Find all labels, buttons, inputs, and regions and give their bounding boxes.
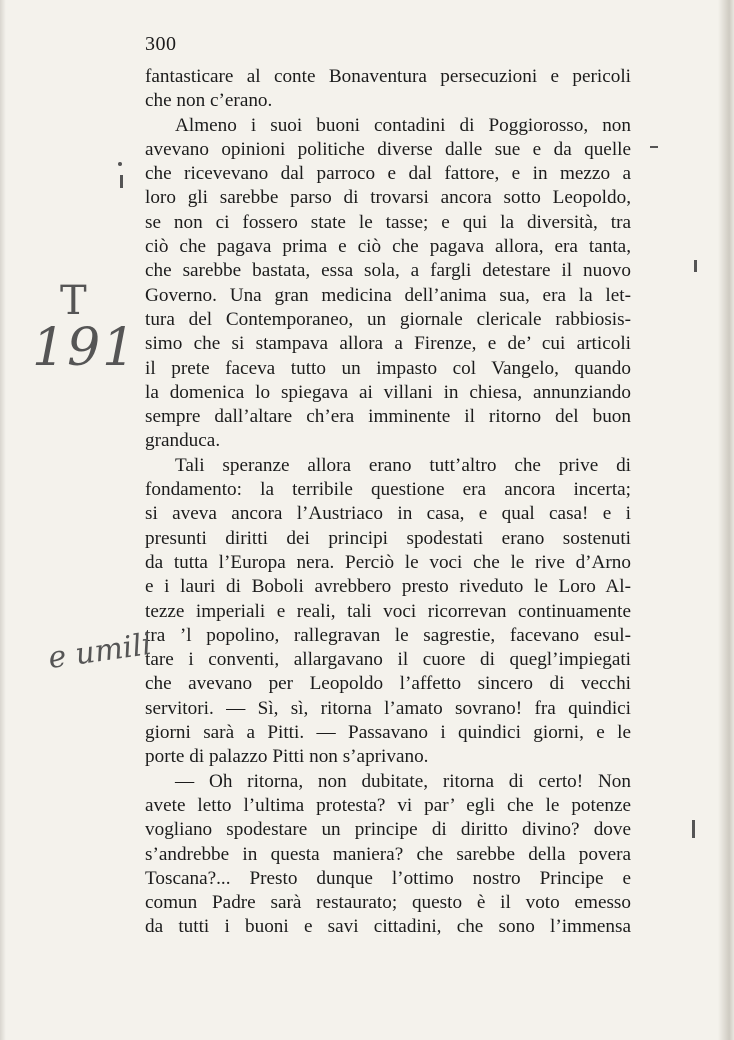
text-line: giorni sarà a Pitti. — Passavano i quindici giorni, e le — [145, 722, 631, 744]
text-line: avete letto l’ultima protesta? vi par’ egli che le potenze — [145, 794, 631, 816]
margin-note-handwriting: e umili — [46, 626, 154, 677]
text-line: Tali speranze allora erano tutt’altro che prive di — [175, 454, 631, 476]
text-line: che avevano per Leopoldo l’affetto sincero di vecchi — [145, 673, 631, 695]
text-line: che ricevevano dal parroco e dal fattore, e in mezzo a — [145, 163, 631, 185]
margin-note-number: 191 — [32, 318, 138, 378]
text-line: ciò che pagava prima e ciò che pagava allora, era tanta, — [145, 236, 631, 258]
text-line: da tutta l’Europa nera. Perciò le voci che le rive d’Arno — [145, 551, 631, 573]
text-line: tura del Contemporaneo, un giornale clericale rabbiosis- — [145, 308, 631, 330]
right-margin-mark — [694, 260, 697, 272]
text-block — [145, 65, 631, 940]
text-line: da tutti i buoni e savi cittadini, che sono l’immensa — [145, 916, 631, 938]
page-edge-right — [718, 0, 734, 1040]
text-line: porte di palazzo Pitti non s’aprivano. — [145, 746, 429, 768]
margin-dash-mark — [650, 146, 658, 148]
text-line: la domenica lo spiegava ai villani in chiesa, annunziando — [145, 381, 631, 403]
margin-tick-mark — [120, 175, 123, 188]
text-line: granduca. — [145, 430, 221, 452]
text-line: sempre dall’altare ch’era imminente il ritorno del buon — [145, 406, 631, 428]
text-line: s’andrebbe in questa maniera? che sarebbe della povera — [145, 843, 631, 865]
text-line: tra ’l popolino, rallegravan le sagrestie, facevano esul- — [145, 624, 631, 646]
text-line: comun Padre sarà restaurato; questo è il voto emesso — [145, 892, 631, 914]
right-margin-mark — [692, 820, 695, 838]
text-line: presunti diritti dei principi spodestati erano sostenuti — [145, 527, 631, 549]
text-line: loro gli sarebbe parso di trovarsi ancora sotto Leopoldo, — [145, 187, 631, 209]
text-line: tezze imperiali e reali, tali voci ricorrevan continuamente — [145, 600, 631, 622]
page-edge-left — [0, 0, 6, 1040]
text-line: — Oh ritorna, non dubitate, ritorna di certo! Non — [175, 770, 631, 792]
text-line: Governo. Una gran medicina dell’anima sua, era la let- — [145, 284, 631, 306]
text-line: simo che si stampava allora a Firenze, e de’ cui articoli — [145, 333, 631, 355]
text-line: che sarebbe bastata, essa sola, a fargli detestare il nuovo — [145, 260, 631, 282]
text-line: se non ci fossero state le tasse; e qui la diversità, tra — [145, 211, 631, 233]
page-number: 300 — [145, 33, 177, 55]
text-line: vogliano spodestare un principe di diritto divino? dove — [145, 819, 631, 841]
text-line: servitori. — Sì, sì, ritorna l’amato sovrano! fra quindici — [145, 697, 631, 719]
text-line: tare i conventi, allargavano il cuore di quegl’impiegati — [145, 649, 631, 671]
text-line: fondamento: la terribile questione era ancora incerta; — [145, 479, 631, 501]
text-line: fantasticare al conte Bonaventura persecuzioni e pericoli — [145, 66, 631, 87]
text-line: e i lauri di Boboli avrebbero presto riveduto le Loro Al- — [145, 576, 631, 598]
margin-dot-mark — [118, 162, 122, 166]
text-line: Almeno i suoi buoni contadini di Poggiorosso, non — [175, 114, 631, 136]
text-line: avevano opinioni politiche diverse dalle sue e da quelle — [145, 138, 631, 160]
text-line: si aveva ancora l’Austriaco in casa, e qual casa! e i — [145, 503, 631, 525]
text-line: il prete faceva tutto un impasto col Vangelo, quando — [145, 357, 631, 379]
margin-note-t: T — [60, 278, 87, 324]
text-line: Toscana?... Presto dunque l’ottimo nostro Principe e — [145, 867, 631, 889]
text-line: che non c’erano. — [145, 90, 273, 112]
